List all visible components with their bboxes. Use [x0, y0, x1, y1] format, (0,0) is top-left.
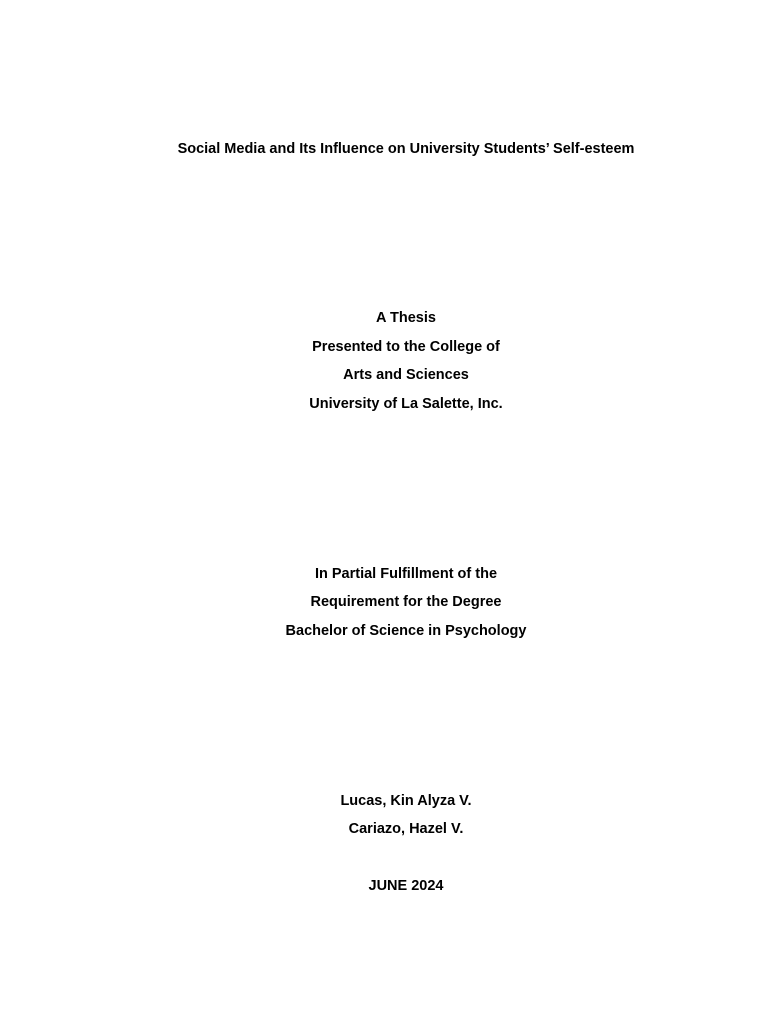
submission-line-type: A Thesis — [376, 310, 436, 326]
fulfillment-line-partial: In Partial Fulfillment of the — [314, 566, 498, 582]
fulfillment-line-requirement: Requirement for the Degree — [310, 594, 502, 610]
submission-date: JUNE 2024 — [368, 878, 444, 894]
thesis-title: Social Media and Its Influence on University Students’ Self-esteem — [177, 141, 635, 157]
submission-line-presented: Presented to the College of — [312, 339, 500, 355]
author-name: Cariazo, Hazel V. — [348, 821, 464, 837]
submission-line-college: Arts and Sciences — [343, 367, 469, 383]
submission-line-university: University of La Salette, Inc. — [309, 396, 503, 412]
fulfillment-line-degree: Bachelor of Science in Psychology — [285, 623, 527, 639]
author-name: Lucas, Kin Alyza V. — [340, 793, 472, 809]
